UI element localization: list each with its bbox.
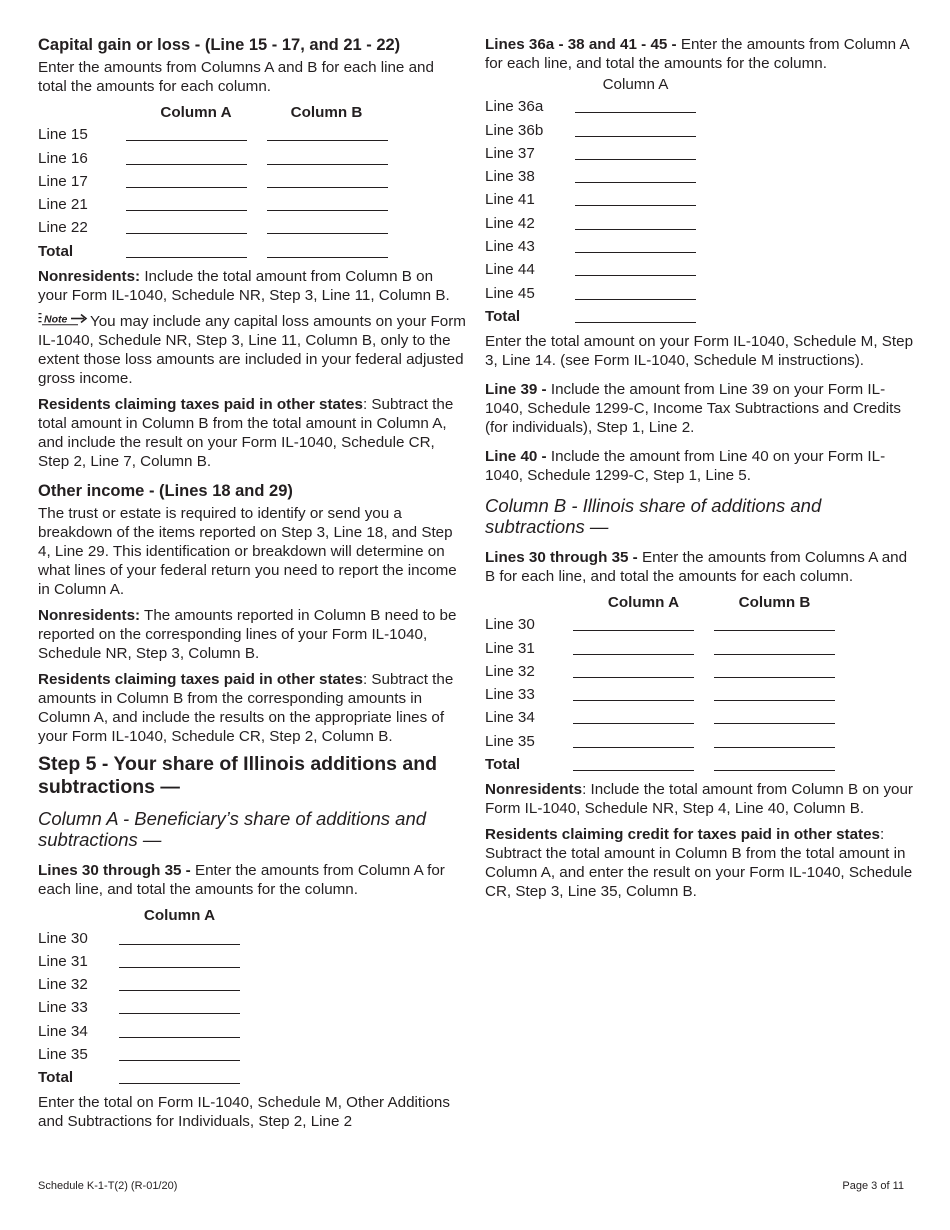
column-a-field[interactable]	[119, 990, 240, 991]
total-label: Total	[38, 242, 74, 260]
step5-footer-text: Enter the total on Form IL-1040, Schedule M, Other Additions and Subtractions for Individuals, Step 2, Line 2	[38, 1094, 450, 1131]
note-icon-text: Note	[44, 313, 68, 326]
left-column	[38, 35, 466, 1138]
line-label: Line 31	[38, 952, 88, 970]
lines36-after-text: Enter the total amount on your Form IL-1040, Schedule M, Step 3, Line 14. (see Form IL-1040, Schedule M instructions).	[485, 332, 914, 369]
column-b-header: Column B	[290, 104, 363, 121]
lines-label: Lines 36a - 38 and 41 - 45 -	[485, 36, 677, 53]
page-number: Page 3 of 11	[842, 1180, 904, 1192]
column-a-field[interactable]	[119, 1013, 240, 1014]
step5-heading: Step 5 - Your share of Illinois additions and subtractions —	[38, 753, 438, 799]
form-id: Schedule K-1-T(2) (R-01/20)	[38, 1180, 178, 1192]
nonresidents-text: Include the total amount from Column B on your Form IL-1040, Schedule NR, Step 3, Line 11, Column B.	[38, 267, 450, 304]
line-label: Line 45	[485, 284, 535, 302]
residents-text: : Subtract the total amount in Column B from the total amount in Column A, and include the result on your Form IL-1040, Schedule CR, Step 2, Line 7, Column B.	[38, 396, 454, 471]
column-a-field[interactable]	[126, 164, 247, 165]
line-label: Line 30	[38, 929, 88, 947]
table-row	[38, 996, 466, 1019]
residents-text: : Subtract the total amount in Column B from the total amount in Column A, and enter the result on your Form IL-1040, Schedule CR, Step 3, Line 35, Column B.	[485, 826, 913, 901]
table-row-total	[485, 305, 915, 328]
column-a-header: Column A	[607, 593, 680, 611]
right-column	[485, 35, 915, 908]
line-label: Line 15	[38, 126, 88, 144]
column-a-field[interactable]	[573, 723, 694, 724]
line-label: Line 33	[485, 686, 535, 704]
column-b-total-field[interactable]	[267, 257, 388, 258]
line-label: Line 41	[485, 191, 535, 209]
column-a-field[interactable]	[575, 299, 696, 300]
table-header	[38, 103, 466, 123]
table-row-total	[485, 753, 915, 776]
column-b-field[interactable]	[267, 164, 388, 165]
lines-label: Lines 30 through 35 -	[485, 548, 638, 566]
table-row	[38, 170, 466, 193]
column-b-subheading: Column B - Illinois share of additions and subtractions —	[485, 494, 822, 537]
total-label: Total	[485, 756, 521, 774]
lines36-table	[485, 75, 915, 328]
line-label: Line 22	[38, 219, 88, 237]
residents-label: Residents claiming taxes paid in other states	[38, 671, 363, 689]
nonresidents-text: The amounts reported in Column B need to be reported on the corresponding lines of your Form IL-1040, Schedule NR, Step 3, Column B.	[38, 607, 457, 663]
line-label: Line 16	[38, 149, 88, 167]
total-label: Total	[485, 307, 521, 325]
colb-residents	[485, 825, 915, 901]
other-income-nonresidents	[38, 606, 466, 663]
column-a-subheading: Column A - Beneficiary’s share of additions and subtractions —	[38, 808, 427, 851]
column-a-header: Column A	[160, 104, 232, 121]
line-label: Line 37	[485, 144, 535, 162]
column-a-field[interactable]	[119, 967, 240, 968]
step5-column-a-table	[38, 906, 466, 1089]
line-label: Line 38	[485, 168, 535, 186]
nonresidents-label: Nonresidents:	[38, 607, 141, 625]
column-b-field[interactable]	[714, 723, 835, 724]
column-a-field[interactable]	[126, 140, 247, 141]
nonresidents-text: : Include the total amount from Column B on your Form IL-1040, Schedule NR, Step 4, Line 40, Column B.	[485, 781, 913, 818]
line-label: Line 21	[38, 196, 88, 214]
column-a-field[interactable]	[573, 654, 694, 655]
column-a-field[interactable]	[575, 229, 696, 230]
line-label: Line 43	[485, 238, 535, 256]
column-b-field[interactable]	[267, 210, 388, 211]
line39-text	[485, 380, 915, 437]
column-a-field[interactable]	[573, 747, 694, 748]
residents-label: Residents claiming taxes paid in other states	[38, 396, 363, 414]
total-label: Total	[38, 1069, 74, 1087]
capital-gain-note	[38, 312, 466, 388]
nonresidents-label: Nonresidents:	[38, 267, 141, 285]
column-a-field[interactable]	[119, 944, 240, 945]
column-a-header: Column A	[143, 907, 216, 925]
column-a-field[interactable]	[575, 252, 696, 253]
line-label: Line 35	[38, 1046, 88, 1064]
column-b-field[interactable]	[714, 677, 835, 678]
column-b-field[interactable]	[267, 233, 388, 234]
line40-text	[485, 447, 915, 485]
column-a-field[interactable]	[575, 205, 696, 206]
table-row	[38, 1019, 466, 1042]
column-a-total-field[interactable]	[126, 257, 247, 258]
line39-body: Include the amount from Line 39 on your Form IL-1040, Schedule 1299-C, Income Tax Subtractions and Credits (for individuals), Step 1, Line 2.	[485, 380, 901, 436]
nonresidents-label: Nonresidents	[485, 781, 583, 799]
line39-label: Line 39 -	[485, 380, 547, 398]
column-a-field[interactable]	[575, 182, 696, 183]
other-income-heading: Other income - (Lines 18 and 29)	[38, 482, 293, 501]
column-a-total-field[interactable]	[119, 1083, 240, 1084]
table-row	[485, 165, 915, 188]
residents-label: Residents claiming credit for taxes paid in other states	[485, 826, 880, 844]
capital-gain-nonresidents	[38, 267, 466, 305]
table-row	[38, 146, 466, 169]
table-row-total	[38, 239, 466, 262]
lines-text: Enter the amounts from Column A for each line, and total the amounts for the column.	[38, 862, 445, 899]
column-a-field[interactable]	[575, 112, 696, 113]
lines36-instructions	[485, 35, 915, 73]
table-row	[485, 683, 915, 706]
table-row	[38, 1043, 466, 1066]
line-label: Line 34	[485, 709, 535, 727]
table-row	[485, 235, 915, 258]
lines-label: Lines 30 through 35 -	[38, 862, 191, 880]
colb-nonresidents	[485, 780, 915, 818]
line-label: Line 17	[38, 172, 88, 190]
step5-lines-instructions	[38, 861, 466, 899]
capital-gain-heading: Capital gain or loss - (Line 15 - 17, and 21 - 22)	[38, 36, 401, 54]
table-row	[485, 281, 915, 304]
table-row	[38, 216, 466, 239]
other-income-intro: The trust or estate is required to identify or send you a breakdown of the items reported on Step 3, Line 18, and Step 4, Line 29. This identification or breakdown will determine on what lines of your federal return you need to report the income in Column A.	[38, 505, 457, 599]
table-row	[485, 211, 915, 234]
column-a-total-field[interactable]	[573, 770, 694, 771]
column-a-field[interactable]	[126, 210, 247, 211]
table-row	[38, 973, 466, 996]
colb-table	[485, 593, 915, 776]
table-row-total	[38, 1066, 466, 1089]
line-label: Line 35	[485, 732, 535, 750]
lines-text: Enter the amounts from Column A for each line, and total the amounts for the column.	[485, 36, 909, 72]
table-row	[485, 729, 915, 752]
column-a-field[interactable]	[119, 1060, 240, 1061]
column-a-field[interactable]	[575, 275, 696, 276]
table-header	[485, 75, 915, 95]
table-row	[38, 950, 466, 973]
line-label: Line 30	[485, 616, 535, 634]
line-label: Line 42	[485, 214, 535, 232]
column-a-field[interactable]	[575, 136, 696, 137]
column-a-field[interactable]	[573, 700, 694, 701]
table-row	[485, 142, 915, 165]
column-b-header: Column B	[738, 593, 811, 611]
column-b-field[interactable]	[267, 140, 388, 141]
table-row	[485, 660, 915, 683]
column-a-field[interactable]	[126, 187, 247, 188]
table-header	[485, 593, 915, 613]
line-label: Line 32	[485, 662, 535, 680]
table-row	[485, 188, 915, 211]
note-icon	[38, 312, 88, 331]
line-label: Line 33	[38, 999, 88, 1017]
table-row	[485, 636, 915, 659]
column-b-field[interactable]	[267, 187, 388, 188]
column-b-total-field[interactable]	[714, 770, 835, 771]
table-row	[485, 706, 915, 729]
column-a-field[interactable]	[126, 233, 247, 234]
capital-gain-table	[38, 103, 466, 263]
note-text: You may include any capital loss amounts on your Form IL-1040, Schedule NR, Step 3, Line 11, Column B, only to the extent those loss amounts are included in your federal adjusted gross income.	[38, 312, 466, 388]
column-b-field[interactable]	[714, 654, 835, 655]
table-row	[485, 613, 915, 636]
line-label: Line 34	[38, 1022, 88, 1040]
colb-lines-instructions	[485, 548, 915, 586]
column-a-field[interactable]	[119, 1037, 240, 1038]
column-b-field[interactable]	[714, 630, 835, 631]
table-row	[485, 95, 915, 118]
capital-gain-residents	[38, 395, 466, 471]
line-label: Line 44	[485, 261, 535, 279]
column-a-header: Column A	[602, 76, 669, 93]
column-b-field[interactable]	[714, 747, 835, 748]
table-header	[38, 906, 466, 926]
lines-text: Enter the amounts from Columns A and B for each line, and total the amounts for each column.	[485, 548, 908, 585]
column-a-field[interactable]	[573, 630, 694, 631]
column-a-field[interactable]	[575, 159, 696, 160]
table-row	[38, 123, 466, 146]
line-label: Line 36b	[485, 121, 544, 139]
column-b-field[interactable]	[714, 700, 835, 701]
column-a-total-field[interactable]	[575, 322, 696, 323]
line-label: Line 32	[38, 976, 88, 994]
line-label: Line 36a	[485, 98, 544, 116]
column-a-field[interactable]	[573, 677, 694, 678]
table-row	[485, 258, 915, 281]
table-row	[38, 926, 466, 949]
table-row	[485, 118, 915, 141]
capital-gain-intro: Enter the amounts from Columns A and B for each line and total the amounts for each column.	[38, 59, 434, 95]
line40-label: Line 40 -	[485, 447, 547, 465]
residents-text: : Subtract the amounts in Column B from the corresponding amounts in Column A, and include the results on the appropriate lines of your Form IL-1040, Schedule CR, Step 2, Column B.	[38, 671, 454, 746]
line-label: Line 31	[485, 639, 535, 657]
other-income-residents	[38, 670, 466, 746]
line40-body: Include the amount from Line 40 on your Form IL-1040, Schedule 1299-C, Step 1, Line 5.	[485, 447, 886, 484]
table-row	[38, 193, 466, 216]
